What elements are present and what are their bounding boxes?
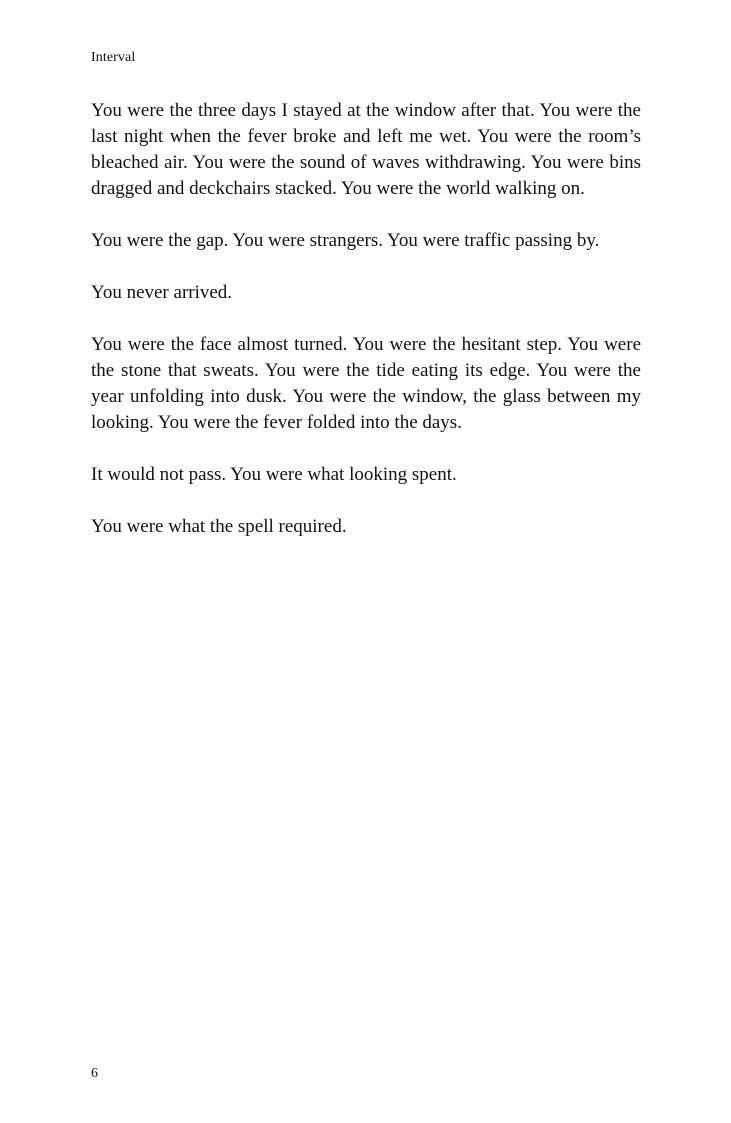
paragraph-1: You were the three days I stayed at the window after that. You were the last night when the fever broke and left me wet. You were the room’s bleached air. You were the sound of waves withdrawing. You were bins dragged and deckchairs stacked. You were the world walking on. xyxy=(91,100,641,199)
paragraph-5: It would not pass. You were what looking spent. xyxy=(91,464,457,485)
page-number: 6 xyxy=(91,1066,98,1081)
paragraph-2: You were the gap. You were strangers. You were traffic passing by. xyxy=(91,230,600,251)
paragraph-6: You were what the spell required. xyxy=(91,516,347,537)
paragraph-4: You were the face almost turned. You were the hesitant step. You were the stone that sweats. You were the tide eating its edge. You were the year unfolding into dusk. You were the window, the glass between my looking. You were the fever folded into the days. xyxy=(91,334,641,433)
body-text xyxy=(91,98,641,566)
paragraph-3: You never arrived. xyxy=(91,282,233,303)
running-head: Interval xyxy=(91,50,136,65)
